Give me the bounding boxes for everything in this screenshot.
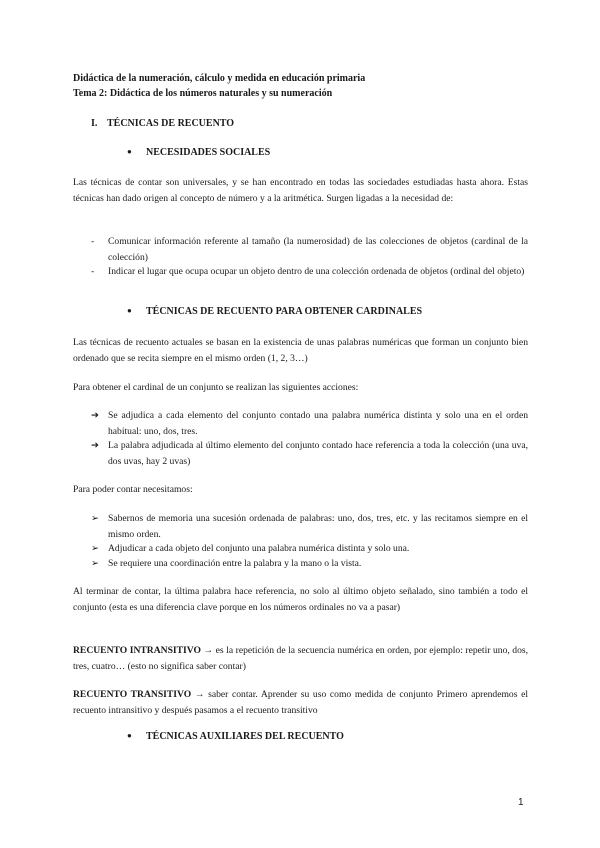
list-item-text: Se requiere una coordinación entre la palabra y la mano o la vista. [108,558,362,569]
list-item-text: Comunicar información referente al tamaño (la numerosidad) de las colecciones de objetos (cardinal de la colección) [108,236,528,263]
paragraph-intransitivo [73,643,528,674]
section-number: I. [91,118,98,129]
list-item-text: Adjudicar a cada objeto del conjunto una palabra numérica distinta y solo una. [108,543,410,554]
list-item-text: Se adjudica a cada elemento del conjunto contado una palabra numérica distinta y solo una en el orden habitual: uno, dos, tres. [108,410,528,437]
list-item-text: La palabra adjudicada al último elemento del conjunto contado hace referencia a toda la colección (una uva, dos uvas, hay 2 uvas) [108,440,528,467]
arrowhead-icon: ➢ [91,513,100,524]
subheading-text: TÉCNICAS DE RECUENTO PARA OBTENER CARDINALES [146,306,423,317]
list-item [91,408,528,439]
subheading-text: NECESIDADES SOCIALES [146,147,271,158]
list-item-text: Sabernos de memoria una sucesión ordenada de palabras: uno, dos, tres, etc. y las recitamos siempre en el mismo orden. [108,513,528,540]
list-item [91,264,528,280]
bullet-icon: ● [127,306,132,315]
arrow-icon: → [194,689,205,700]
definition-intransitivo: es la repetición de la secuencia numérica en orden, por ejemplo: repetir uno, dos, tres, cuatro… (esto no significa saber contar) [73,645,529,672]
list-item [91,438,528,469]
arrow-right-icon: ➔ [91,410,100,421]
bullet-icon: ● [127,147,132,156]
course-title: Didáctica de la numeración, cálculo y medida en educación primaria [73,73,366,84]
subheading-tecnicas-cardinales [127,306,422,317]
section-title: TÉCNICAS DE RECUENTO [107,118,235,129]
paragraph-acciones: Para obtener el cardinal de un conjunto se realizan las siguientes acciones: [73,382,359,393]
subheading-necesidades [127,147,270,158]
paragraph-conclusion: Al terminar de contar, la última palabra hace referencia, no solo al último objeto señalado, sino también a todo el conjunto (esta es una diferencia clave porque en los números ordinales no va a pasar) [73,586,528,613]
dash-marker: - [91,266,95,277]
list-item [91,556,528,572]
term-transitivo: RECUENTO TRANSITIVO [73,689,192,700]
term-intransitivo: RECUENTO INTRANSITIVO [73,645,201,656]
section-heading-1 [91,118,234,129]
arrow-icon: → [203,645,214,656]
list-item [91,234,528,265]
page-number: 1 [518,797,524,808]
paragraph-tecnicas: Las técnicas de recuento actuales se basan en la existencia de unas palabras numéricas que forman un conjunto bien ordenado que se recita siempre en el mismo orden (1, 2, 3…) [73,337,528,364]
topic-title: Tema 2: Didáctica de los números naturales y su numeración [73,88,333,99]
arrow-right-icon: ➔ [91,440,100,451]
paragraph-intro: Las técnicas de contar son universales, y se han encontrado en todas las sociedades estudiadas hasta ahora. Estas técnicas han dado origen al concepto de número y a la aritmética. Surgen ligadas a la necesidad de: [73,177,528,204]
list-item-text: Indicar el lugar que ocupa ocupar un objeto dentro de una colección ordenada de objetos (ordinal del objeto) [108,266,525,277]
paragraph-necesitamos: Para poder contar necesitamos: [73,484,193,495]
bullet-icon: ● [127,731,132,740]
definition-transitivo: saber contar. Aprender su uso como medida de conjunto Primero aprendemos el recuento intransitivo y después pasamos a el recuento transitivo [73,689,529,716]
dash-marker: - [91,236,95,247]
paragraph-transitivo [73,687,528,718]
arrowhead-icon: ➢ [91,558,100,569]
subheading-tecnicas-auxiliares [127,731,344,742]
list-item [91,541,528,557]
list-item [91,511,528,542]
arrowhead-icon: ➢ [91,543,100,554]
subheading-text: TÉCNICAS AUXILIARES DEL RECUENTO [146,731,344,742]
